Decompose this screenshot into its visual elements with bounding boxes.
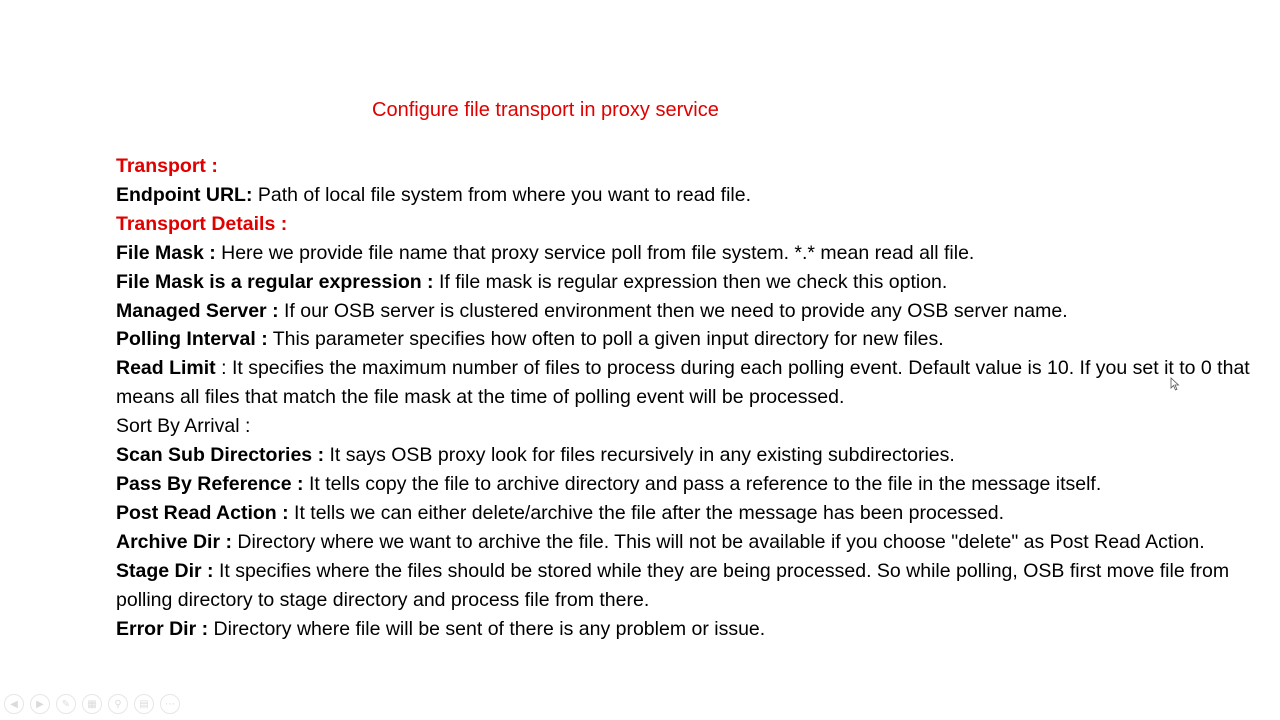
line-endpoint-url: [116, 181, 1256, 210]
slide-content: [116, 152, 1256, 643]
line-sort-by-arrival: [116, 412, 1256, 441]
mouse-cursor-icon: [1170, 377, 1180, 391]
previous-icon[interactable]: ◀: [4, 694, 24, 714]
item-label: File Mask is a regular expression :: [116, 270, 434, 293]
item-label: Read Limit: [116, 357, 216, 380]
item-text: Directory where file will be sent of there is any problem or issue.: [208, 617, 766, 640]
line-pass-by-reference: [116, 470, 1256, 499]
subtitles-icon[interactable]: ▤: [134, 694, 154, 714]
item-text: If file mask is regular expression then we check this option.: [433, 270, 948, 293]
item-label: Managed Server :: [116, 299, 279, 322]
slide-title: Configure file transport in proxy service: [372, 99, 719, 121]
line-post-read-action: [116, 499, 1256, 528]
more-icon[interactable]: ⋯: [160, 694, 180, 714]
item-text: Directory where we want to archive the file. This will not be available if you choose "delete" as Post Read Action.: [231, 530, 1205, 553]
line-transport: [116, 152, 1256, 181]
line-archive-dir: [116, 528, 1256, 557]
line-scan-sub-directories: [116, 441, 1256, 470]
line-stage-dir: [116, 557, 1256, 615]
line-transport-details: [116, 210, 1256, 239]
line-file-mask: [116, 239, 1256, 268]
line-file-mask-regex: [116, 268, 1256, 297]
item-text: Path of local file system from where you want to read file.: [252, 183, 752, 206]
item-text: It specifies where the files should be stored while they are being processed. So while polling, OSB first move file from polling directory to stage directory and process file from there.: [116, 559, 1230, 611]
item-label: File Mask :: [116, 241, 216, 264]
item-text: If our OSB server is clustered environment then we need to provide any OSB server name.: [278, 299, 1068, 322]
item-text: Sort By Arrival :: [116, 415, 251, 438]
slides-icon[interactable]: ▦: [82, 694, 102, 714]
line-read-limit: [116, 354, 1256, 412]
pen-icon[interactable]: ✎: [56, 694, 76, 714]
item-label: Error Dir :: [116, 617, 209, 640]
line-polling-interval: [116, 325, 1256, 354]
item-text: : It specifies the maximum number of files to process during each polling event. Default value is 10. If you set it to 0 that means all files that match the file mask at the time of polling event will be processed.: [116, 357, 1250, 409]
line-managed-server: [116, 297, 1256, 326]
slideshow-toolbar: [4, 694, 180, 714]
item-label: Post Read Action :: [116, 501, 289, 524]
item-label: Polling Interval :: [116, 328, 268, 351]
next-icon[interactable]: ▶: [30, 694, 50, 714]
item-text: It tells copy the file to archive directory and pass a reference to the file in the message itself.: [303, 472, 1102, 495]
item-label: Transport :: [116, 155, 218, 177]
item-label: Archive Dir :: [116, 530, 232, 553]
item-text: It tells we can either delete/archive the file after the message has been processed.: [288, 501, 1005, 524]
item-label: Stage Dir :: [116, 559, 214, 582]
item-label: Transport Details :: [116, 212, 288, 235]
item-label: Scan Sub Directories :: [116, 444, 325, 467]
line-error-dir: [116, 615, 1256, 644]
item-text: This parameter specifies how often to poll a given input directory for new files.: [267, 328, 944, 351]
item-text: Here we provide file name that proxy service poll from file system. *.* mean read all file.: [215, 241, 975, 264]
item-label: Pass By Reference :: [116, 472, 304, 495]
item-label: Endpoint URL:: [116, 183, 253, 206]
zoom-icon[interactable]: ⚲: [108, 694, 128, 714]
item-text: It says OSB proxy look for files recursively in any existing subdirectories.: [324, 444, 955, 467]
